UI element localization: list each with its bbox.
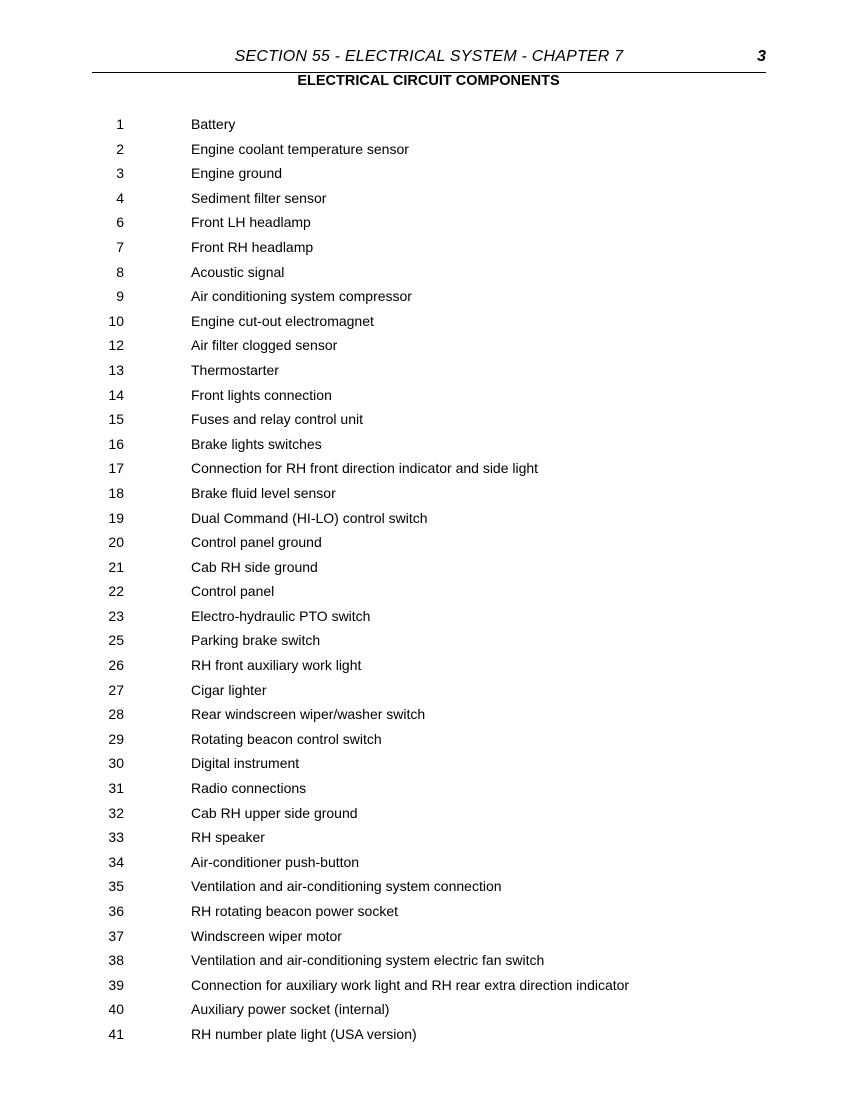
component-number: 37 [108,927,124,944]
component-row [0,1022,857,1047]
component-number: 13 [108,361,124,378]
component-name: Air conditioning system compressor [191,288,412,305]
component-number: 23 [108,607,124,624]
component-name: Brake fluid level sensor [191,484,336,501]
component-name: Dual Command (HI-LO) control switch [191,509,428,526]
component-row [0,973,857,998]
component-row [0,506,857,531]
component-number: 26 [108,657,124,674]
component-number: 10 [108,312,124,329]
component-name: Thermostarter [191,361,279,378]
component-name: Control panel [191,583,275,600]
component-row [0,653,857,678]
component-row [0,751,857,776]
component-row [0,604,857,629]
component-number: 36 [108,903,124,919]
component-row [0,801,857,826]
component-number: 7 [116,238,124,255]
component-name: Sediment filter sensor [191,189,327,206]
component-name: Ventilation and air-conditioning system electric fan switch [191,952,545,969]
component-row [0,727,857,752]
component-number: 18 [108,484,124,501]
component-number: 6 [116,214,124,231]
component-number: 14 [108,386,124,403]
component-name: RH rotating beacon power socket [191,903,398,919]
component-row [0,407,857,432]
component-number: 34 [108,853,124,870]
component-row [0,284,857,309]
component-row [0,825,857,850]
component-row [0,112,857,137]
component-row [0,702,857,727]
component-row [0,260,857,285]
page-number: 3 [757,48,766,65]
component-row [0,309,857,334]
component-number: 3 [116,165,124,182]
component-name: Cab RH upper side ground [191,804,358,821]
component-number: 9 [116,288,124,305]
component-row [0,948,857,973]
component-number: 38 [108,952,124,969]
component-number: 32 [108,804,124,821]
component-number: 4 [116,189,124,206]
component-number: 20 [108,534,124,551]
component-name: Brake lights switches [191,435,322,452]
component-name: Windscreen wiper motor [191,927,342,944]
component-row [0,874,857,899]
component-name: Front lights connection [191,386,332,403]
component-name: Acoustic signal [191,263,285,280]
component-number: 33 [108,829,124,846]
component-name: RH front auxiliary work light [191,657,362,674]
component-row [0,776,857,801]
component-name: Radio connections [191,780,307,797]
component-list [0,112,857,1047]
component-number: 31 [108,780,124,797]
component-name: Air filter clogged sensor [191,337,338,354]
component-row [0,579,857,604]
header-title: SECTION 55 - ELECTRICAL SYSTEM - CHAPTER 7 [234,48,624,65]
component-row [0,186,857,211]
component-name: Connection for auxiliary work light and RH rear extra direction indicator [191,976,630,993]
component-number: 1 [116,116,124,132]
component-row [0,235,857,260]
component-row [0,997,857,1022]
component-name: Rotating beacon control switch [191,730,382,747]
component-name: Front LH headlamp [191,214,311,231]
component-number: 35 [108,878,124,895]
component-number: 16 [108,435,124,452]
component-name: Parking brake switch [191,632,321,649]
component-name: Fuses and relay control unit [191,411,363,428]
component-name: Rear windscreen wiper/washer switch [191,706,426,723]
component-name: Engine cut-out electromagnet [191,312,374,329]
component-row [0,432,857,457]
component-number: 15 [108,411,124,428]
component-name: Front RH headlamp [191,238,314,255]
component-number: 17 [108,460,124,477]
component-name: RH speaker [191,829,265,846]
component-number: 25 [108,632,124,649]
component-row [0,137,857,162]
component-number: 2 [116,140,124,157]
component-row [0,850,857,875]
component-name: Battery [191,116,236,132]
component-number: 40 [108,1001,124,1018]
component-number: 39 [108,976,124,993]
component-number: 27 [108,681,124,698]
component-number: 41 [108,1025,124,1042]
component-number: 19 [108,509,124,526]
component-row [0,358,857,383]
component-number: 29 [108,730,124,747]
component-number: 22 [108,583,124,600]
component-row [0,555,857,580]
component-name: Connection for RH front direction indicator and side light [191,460,539,477]
component-row [0,628,857,653]
component-row [0,383,857,408]
component-name: RH number plate light (USA version) [191,1025,417,1042]
component-name: Engine coolant temperature sensor [191,140,409,157]
section-title: ELECTRICAL CIRCUIT COMPONENTS [297,73,560,89]
component-name: Air-conditioner push-button [191,853,360,870]
component-row [0,481,857,506]
component-name: Auxiliary power socket (internal) [191,1001,390,1018]
component-name: Control panel ground [191,534,322,551]
component-name: Engine ground [191,165,283,182]
component-number: 21 [108,558,124,575]
page-header [92,48,766,73]
component-row [0,899,857,924]
component-number: 8 [116,263,124,280]
component-row [0,678,857,703]
component-name: Ventilation and air-conditioning system connection [191,878,502,895]
component-name: Cigar lighter [191,681,267,698]
component-name: Electro-hydraulic PTO switch [191,607,371,624]
component-number: 30 [108,755,124,772]
component-row [0,161,857,186]
component-number: 28 [108,706,124,723]
component-row [0,924,857,949]
component-name: Digital instrument [191,755,300,772]
component-number: 12 [108,337,124,354]
component-row [0,456,857,481]
component-row [0,210,857,235]
component-row [0,333,857,358]
component-name: Cab RH side ground [191,558,318,575]
component-row [0,530,857,555]
